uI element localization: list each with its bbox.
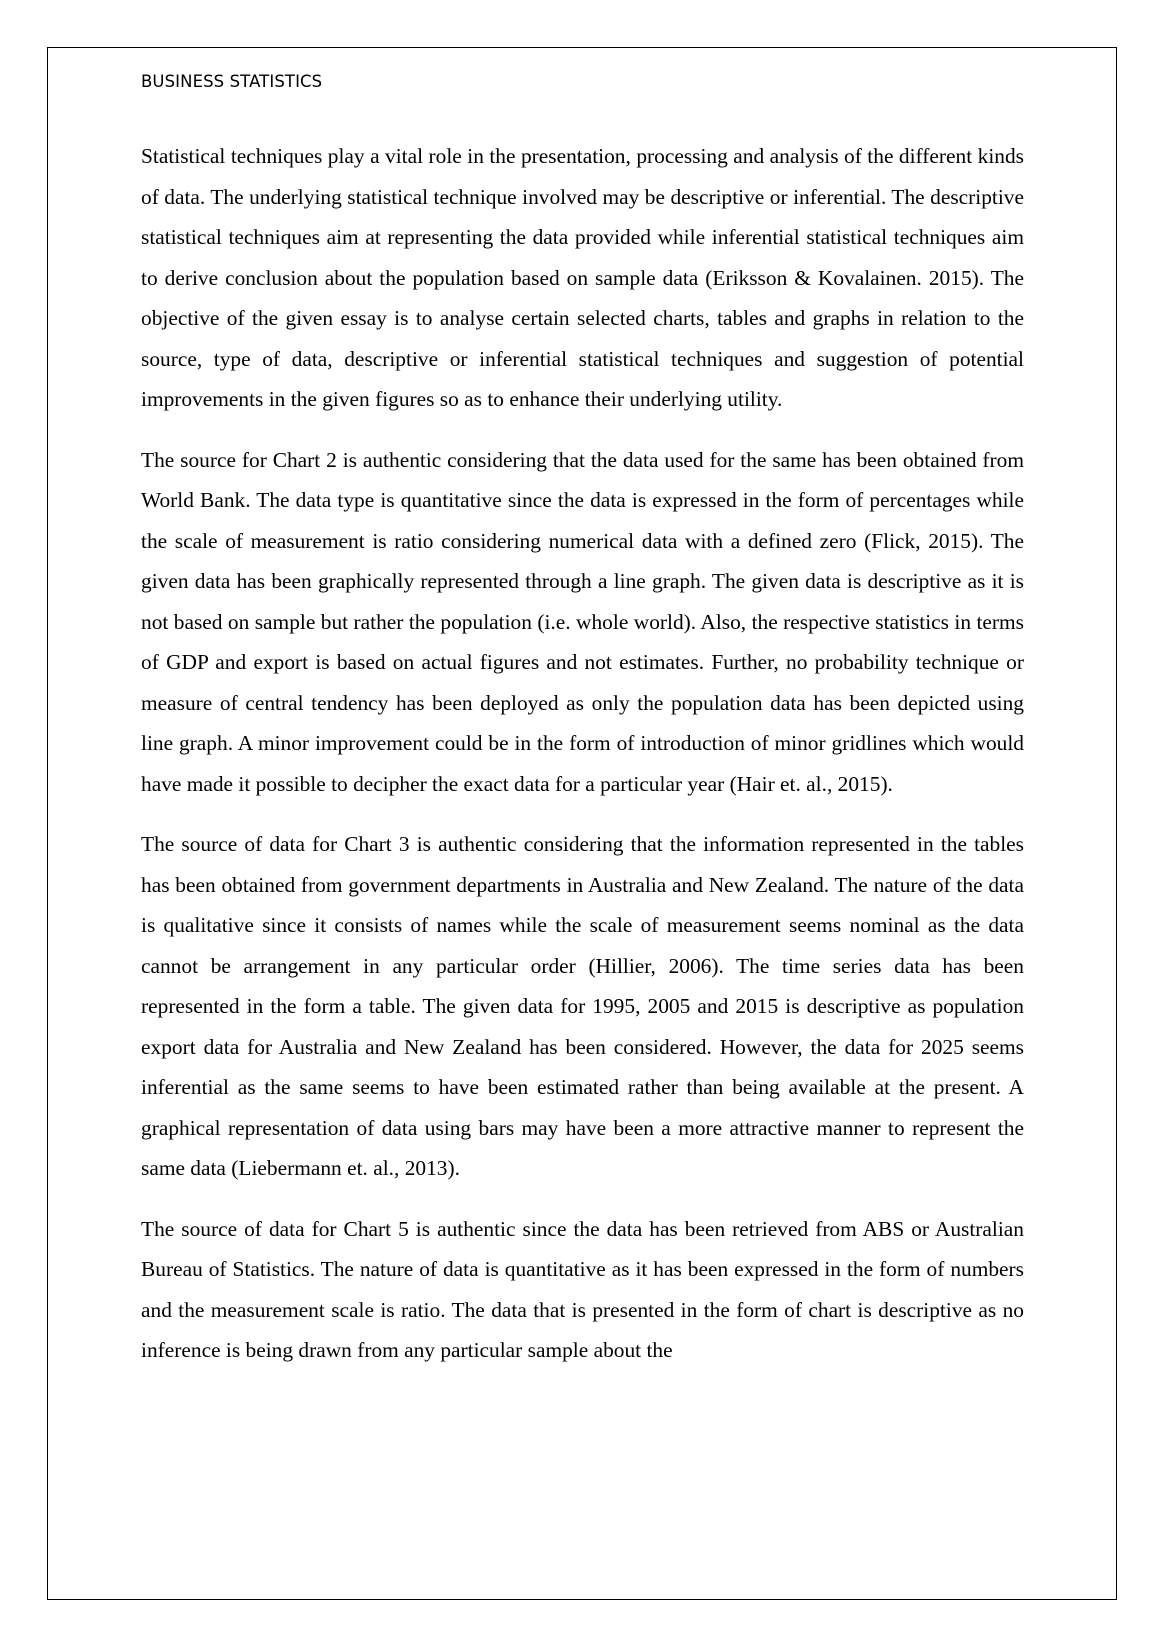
- document-body: [141, 136, 1024, 1391]
- paragraph-chart-2: The source for Chart 2 is authentic considering that the data used for the same has been obtained from World Bank. The data type is quantitative since the data is expressed in the form of percentages while the scale of measurement is ratio considering numerical data with a defined zero (Flick, 2015). The given data has been graphically represented through a line graph. The given data is descriptive as it is not based on sample but rather the population (i.e. whole world). Also, the respective statistics in terms of GDP and export is based on actual figures and not estimates. Further, no probability technique or measure of central tendency has been deployed as only the population data has been depicted using line graph. A minor improvement could be in the form of introduction of minor gridlines which would have made it possible to decipher the exact data for a particular year (Hair et. al., 2015).: [141, 447, 1024, 796]
- paragraph-intro: Statistical techniques play a vital role in the presentation, processing and analysis of the different kinds of data. The underlying statistical technique involved may be descriptive or inferential. The descriptive statistical techniques aim at representing the data provided while inferential statistical techniques aim to derive conclusion about the population based on sample data (Eriksson & Kovalainen. 2015). The objective of the given essay is to analyse certain selected charts, tables and graphs in relation to the source, type of data, descriptive or inferential statistical techniques and suggestion of potential improvements in the given figures so as to enhance their underlying utility.: [141, 144, 1024, 411]
- paragraph-chart-3: The source of data for Chart 3 is authentic considering that the information represented in the tables has been obtained from government departments in Australia and New Zealand. The nature of the data is qualitative since it consists of names while the scale of measurement seems nominal as the data cannot be arrangement in any particular order (Hillier, 2006). The time series data has been represented in the form a table. The given data for 1995, 2005 and 2015 is descriptive as population export data for Australia and New Zealand has been considered. However, the data for 2025 seems inferential as the same seems to have been estimated rather than being available at the present. A graphical representation of data using bars may have been a more attractive manner to represent the same data (Liebermann et. al., 2013).: [141, 832, 1024, 1180]
- paragraph-chart-5: The source of data for Chart 5 is authentic since the data has been retrieved from ABS or Australian Bureau of Statistics. The nature of data is quantitative as it has been expressed in the form of numbers and the measurement scale is ratio. The data that is presented in the form of chart is descriptive as no inference is being drawn from any particular sample about the: [141, 1216, 1024, 1362]
- page-header: BUSINESS STATISTICS: [141, 72, 323, 91]
